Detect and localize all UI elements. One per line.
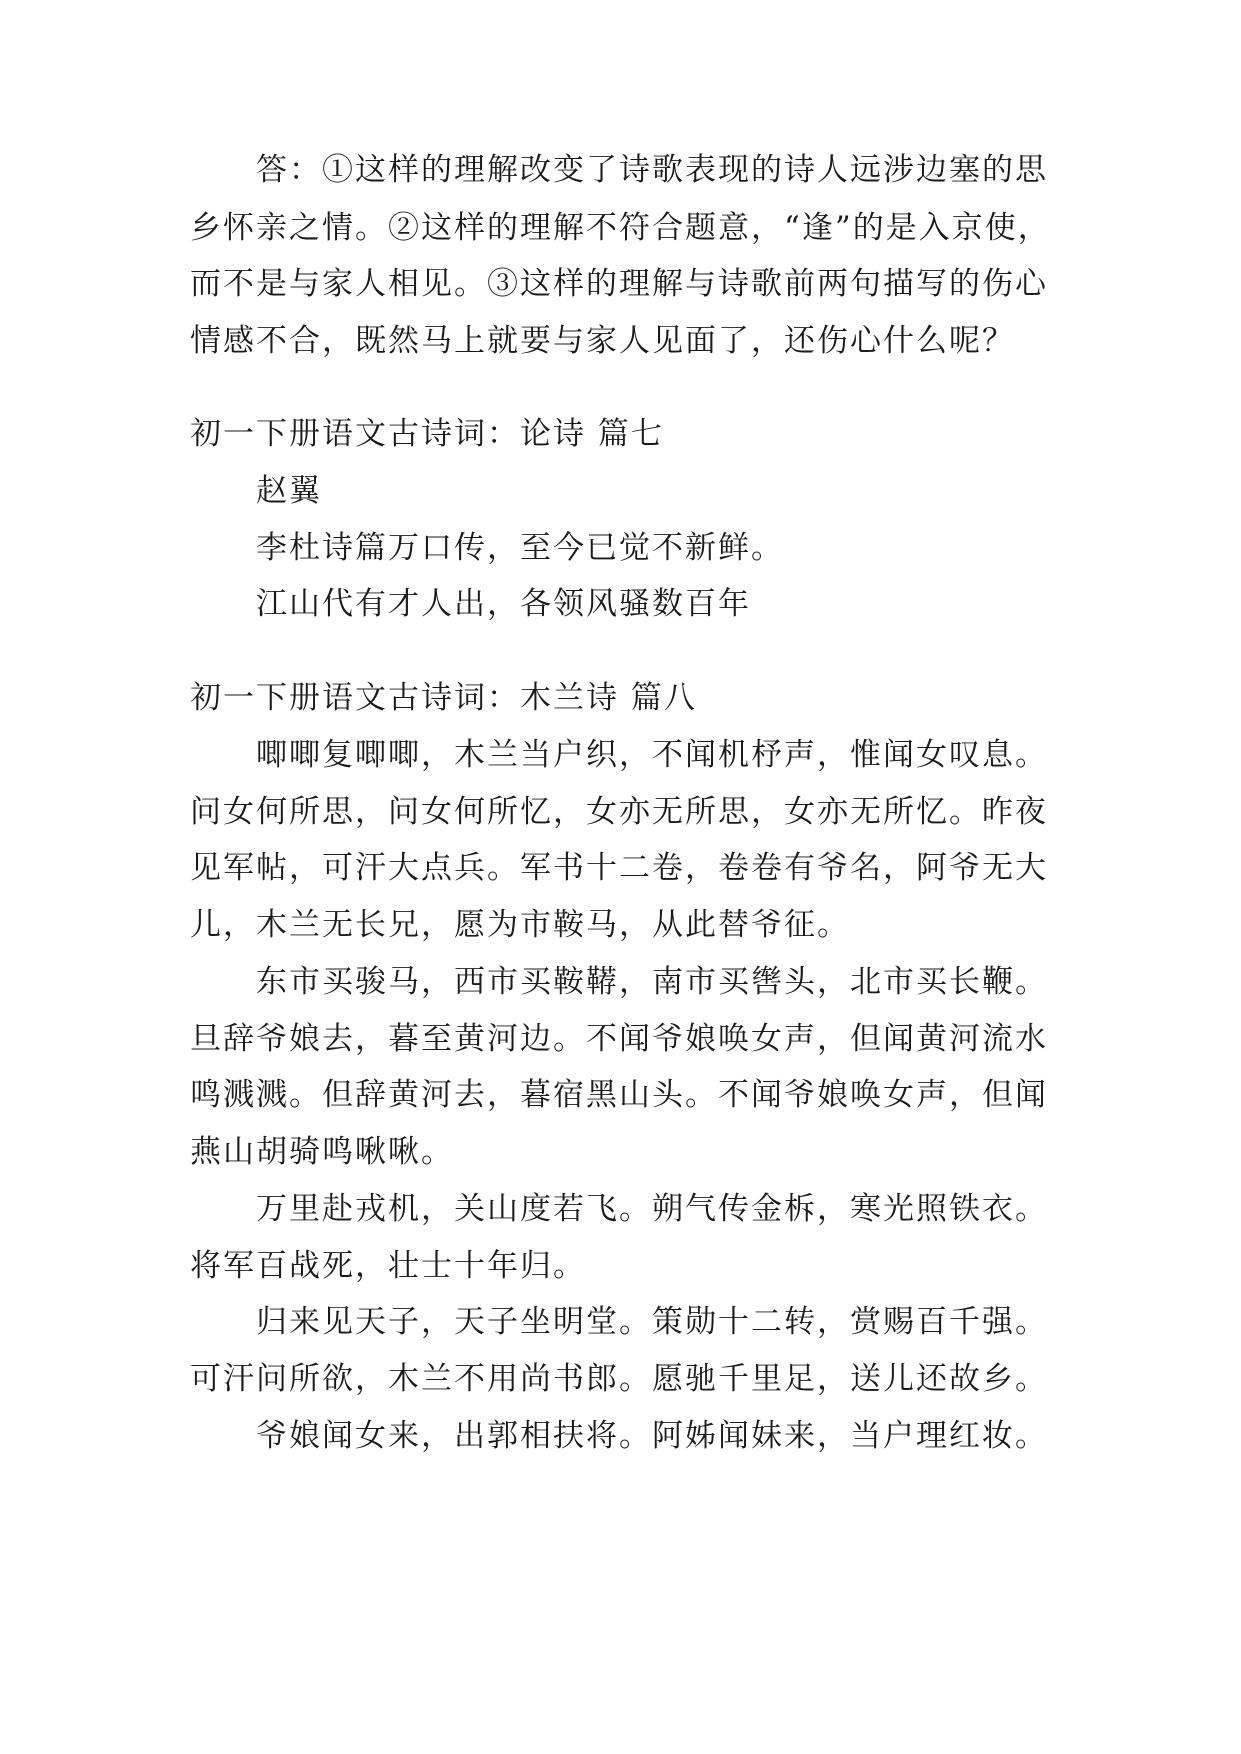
poem-verse-2: 江山代有才人出，各领风骚数百年: [256, 586, 751, 622]
poem-line: 可汗问所欲，木兰不用尚书郎。愿驰千里足，送儿还故乡。: [190, 1361, 1048, 1397]
poem-line: 问女何所思，问女何所忆，女亦无所思，女亦无所忆。昨夜: [190, 794, 1048, 830]
answer-line-2: 乡怀亲之情。②这样的理解不符合题意，“逢”的是入京使，: [190, 210, 1051, 246]
poem-line: 将军百战死，壮士十年归。: [190, 1248, 586, 1284]
poem-line: 燕山胡骑鸣啾啾。: [190, 1134, 454, 1170]
poem-line: 旦辞爷娘去，暮至黄河边。不闻爷娘唤女声，但闻黄河流水: [190, 1021, 1048, 1057]
poem-line: 爷娘闻女来，出郭相扶将。阿姊闻妹来，当户理红妆。: [256, 1418, 1048, 1454]
poem-line: 唧唧复唧唧，木兰当户织，不闻机杼声，惟闻女叹息。: [256, 737, 1048, 773]
answer-line-4: 情感不合，既然马上就要与家人见面了，还伤心什么呢？: [190, 323, 1015, 359]
poem-verse-1: 李杜诗篇万口传，至今已觉不新鲜。: [256, 530, 784, 566]
section-heading-8: 初一下册语文古诗词：木兰诗 篇八: [190, 680, 697, 716]
poem-line: 归来见天子，天子坐明堂。策勋十二转，赏赐百千强。: [256, 1304, 1048, 1340]
answer-line-3: 而不是与家人相见。③这样的理解与诗歌前两句描写的伤心: [190, 266, 1048, 302]
answer-line-1: 答：①这样的理解改变了诗歌表现的诗人远涉边塞的思: [256, 152, 1048, 188]
poem-line: 万里赴戎机，关山度若飞。朔气传金柝，寒光照铁衣。: [256, 1191, 1048, 1227]
poem-author: 赵翼: [256, 473, 322, 509]
poem-line: 鸣溅溅。但辞黄河去，暮宿黑山头。不闻爷娘唤女声，但闻: [190, 1077, 1048, 1113]
poem-line: 东市买骏马，西市买鞍鞯，南市买辔头，北市买长鞭。: [256, 964, 1048, 1000]
poem-line: 见军帖，可汗大点兵。军书十二卷，卷卷有爷名，阿爷无大: [190, 850, 1048, 886]
poem-line: 儿，木兰无长兄，愿为市鞍马，从此替爷征。: [190, 907, 850, 943]
section-heading-7: 初一下册语文古诗词：论诗 篇七: [190, 416, 664, 452]
